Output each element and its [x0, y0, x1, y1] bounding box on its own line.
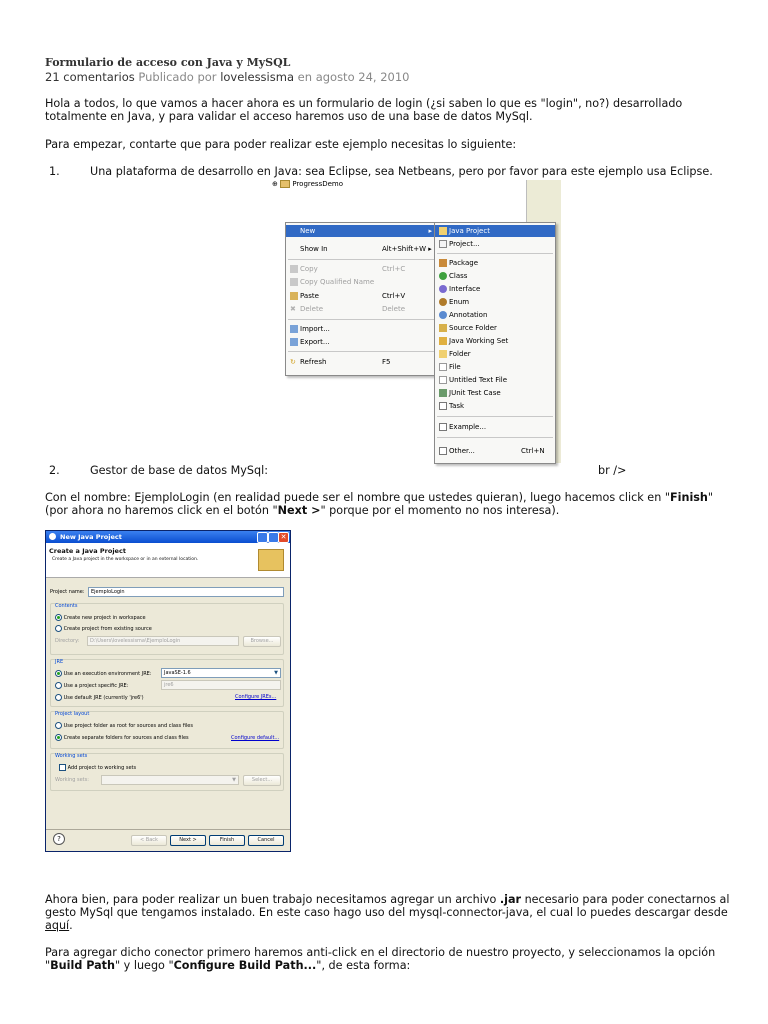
- menu-item-export[interactable]: Export...: [286, 336, 436, 348]
- date-prefix: en: [297, 70, 313, 84]
- file-icon: [439, 363, 447, 371]
- radio-off: [55, 722, 62, 729]
- contents-group: Contents Create new project in workspace Create project from existing source Directory: D:\Users\lovelessisma\EjemploLogin Browse...: [50, 603, 284, 655]
- radio-off: [55, 694, 62, 701]
- submenu-item[interactable]: Task: [435, 400, 555, 412]
- task-icon: [439, 402, 447, 410]
- submenu-item[interactable]: Java Working Set: [435, 335, 555, 347]
- submenu-item[interactable]: Class: [435, 270, 555, 282]
- submenu-item[interactable]: Package: [435, 257, 555, 269]
- menu-item-import[interactable]: Import...: [286, 323, 436, 335]
- post-date: agosto 24, 2010: [315, 70, 410, 84]
- source-folder-icon: [439, 324, 447, 332]
- tree-item[interactable]: [272, 180, 343, 188]
- package-icon: [439, 259, 447, 267]
- menu-separator: [437, 253, 553, 254]
- dialog-title: New Java Project: [60, 533, 122, 541]
- enum-icon: [439, 298, 447, 306]
- jre-group: JRE Use an execution environment JRE: JavaSE-1.6 ▼ Use a project specific JRE: jre6 Use default JRE (currently 'jre6') Configure JREs...: [50, 659, 284, 707]
- example-icon: [439, 423, 447, 431]
- dialog-header: [46, 543, 290, 578]
- new-java-project-dialog: [45, 530, 291, 852]
- interface-icon: [439, 285, 447, 293]
- build-path-paragraph: Para agregar dicho conector primero haremos anti-click en el directorio de nuestro proyecto, y seleccionamos la opción "Build Path" y luego "Configure Build Path...", de esta forma:: [45, 946, 716, 972]
- author-link[interactable]: lovelessisma: [220, 70, 294, 84]
- project-name-paragraph: Con el nombre: EjemploLogin (en realidad puede ser el nombre que ustedes quieran), luego hacemos click en "Finish" (por ahora no haremos click en el botón "Next >" porque por el momento no nos interesa).: [45, 491, 714, 517]
- help-icon[interactable]: ?: [53, 833, 65, 845]
- wizard-folder-icon: [258, 549, 284, 571]
- configure-default-link[interactable]: Configure default...: [231, 735, 280, 741]
- list-number: 2.: [49, 464, 60, 477]
- menu-item-new[interactable]: New ▸: [286, 225, 436, 237]
- text-file-icon: [439, 376, 447, 384]
- submenu-item[interactable]: Source Folder: [435, 322, 555, 334]
- project-folder-icon: [280, 180, 290, 188]
- checkbox: [59, 764, 66, 771]
- menu-separator: [288, 351, 434, 352]
- submenu-item[interactable]: Project...: [435, 238, 555, 250]
- directory-label: Directory:: [55, 638, 80, 644]
- dialog-subheading: Create a Java project in the workspace or in an external location.: [52, 557, 199, 562]
- option-exec-env[interactable]: Use an execution environment JRE:: [55, 670, 152, 677]
- menu-item-refresh[interactable]: ↻ Refresh F5: [290, 358, 391, 366]
- new-submenu: [434, 222, 556, 464]
- option-root-layout[interactable]: Use project folder as root for sources and class files: [55, 722, 193, 729]
- working-sets-select[interactable]: [101, 775, 239, 785]
- copy-icon: [290, 265, 298, 273]
- exec-env-select[interactable]: JavaSE-1.6 ▼: [161, 668, 281, 678]
- menu-separator: [288, 259, 434, 260]
- eclipse-icon: [49, 533, 56, 540]
- post-title[interactable]: Formulario de acceso con Java y MySQL: [45, 56, 291, 69]
- option-specific-jre[interactable]: Use a project specific JRE:: [55, 682, 128, 689]
- option-existing-source[interactable]: Create project from existing source: [55, 625, 152, 632]
- close-icon[interactable]: ✕: [278, 532, 289, 543]
- submenu-arrow-icon: ▸: [428, 227, 432, 235]
- expand-icon: ⊕: [272, 180, 278, 188]
- finish-button[interactable]: Finish: [209, 835, 245, 846]
- next-button[interactable]: Next >: [170, 835, 206, 846]
- submenu-item[interactable]: File: [435, 361, 555, 373]
- chevron-down-icon: ▼: [274, 670, 278, 676]
- working-sets-label: Working sets:: [55, 777, 89, 783]
- menu-item-show-in[interactable]: Show In Alt+Shift+W ▸: [300, 245, 432, 253]
- copy-qualified-icon: [290, 278, 298, 286]
- project-name-input[interactable]: EjemploLogin: [88, 587, 284, 597]
- class-icon: [439, 272, 447, 280]
- stray-markup-text: br />: [598, 464, 627, 477]
- footer-divider: [46, 829, 290, 830]
- dialog-heading: Create a Java Project: [49, 547, 126, 555]
- tree-item-label: ProgressDemo: [292, 180, 344, 188]
- browse-button[interactable]: Browse...: [243, 636, 281, 647]
- comments-link[interactable]: 21 comentarios: [45, 70, 135, 84]
- refresh-icon: ↻: [290, 358, 296, 366]
- option-default-jre[interactable]: Use default JRE (currently 'jre6'): [55, 694, 144, 701]
- menu-item-copy-qualified-name[interactable]: Copy Qualified Name: [286, 276, 436, 288]
- radio-on: [55, 614, 62, 621]
- list-number: 1.: [49, 165, 60, 178]
- chevron-down-icon: ▼: [232, 777, 236, 783]
- working-sets-group: Working sets Add project to working sets Working sets: ▼ Select...: [50, 753, 284, 791]
- java-project-icon: [439, 227, 447, 235]
- submenu-item[interactable]: JUnit Test Case: [435, 387, 555, 399]
- paste-icon: [290, 292, 298, 300]
- submenu-item[interactable]: Interface: [435, 283, 555, 295]
- dialog-titlebar: [46, 531, 290, 543]
- menu-separator: [437, 437, 553, 438]
- menu-item-delete[interactable]: ✖ Delete Delete: [290, 305, 405, 313]
- submenu-item[interactable]: Folder: [435, 348, 555, 360]
- menu-item-copy[interactable]: Copy Ctrl+C: [286, 263, 436, 275]
- project-name-label: Project name:: [50, 589, 85, 595]
- other-icon: [439, 447, 447, 455]
- menu-separator: [288, 319, 434, 320]
- option-separate-folders[interactable]: Create separate folders for sources and class files: [55, 734, 189, 741]
- jar-paragraph: Ahora bien, para poder realizar un buen trabajo necesitamos agregar un archivo .jar necesario para poder conectarnos al gesto MySql que tengamos instalado. En este caso hago uso del mysql-connector-java, el cual lo puedes descargar desde aquí.: [45, 893, 730, 932]
- junit-icon: [439, 389, 447, 397]
- submenu-item[interactable]: Java Project: [435, 225, 555, 237]
- specific-jre-select[interactable]: jre6: [161, 680, 281, 690]
- context-menu: [285, 222, 437, 376]
- submenu-item[interactable]: Example...: [435, 421, 555, 433]
- project-icon: [439, 240, 447, 248]
- published-by: Publicado por: [138, 70, 217, 84]
- post-meta: [45, 70, 409, 84]
- delete-icon: ✖: [290, 305, 296, 313]
- back-button[interactable]: < Back: [131, 835, 167, 846]
- radio-off: [55, 682, 62, 689]
- menu-item-paste[interactable]: Paste Ctrl+V: [286, 290, 436, 302]
- working-set-icon: [439, 337, 447, 345]
- import-icon: [290, 325, 298, 333]
- menu-separator: [437, 416, 553, 417]
- radio-on: [55, 734, 62, 741]
- annotation-icon: [439, 311, 447, 319]
- layout-group: Project layout Use project folder as root for sources and class files Create separate folders for sources and class files Configure default...: [50, 711, 284, 749]
- submenu-item[interactable]: Annotation: [435, 309, 555, 321]
- add-working-set-checkbox[interactable]: Add project to working sets: [59, 764, 136, 771]
- submenu-item[interactable]: Other... Ctrl+N: [435, 445, 555, 457]
- list-text: Gestor de base de datos MySql:: [90, 464, 269, 477]
- option-new-project[interactable]: Create new project in workspace: [55, 614, 146, 621]
- submenu-item[interactable]: Untitled Text File: [435, 374, 555, 386]
- configure-jres-link[interactable]: Configure JREs...: [235, 694, 277, 700]
- export-icon: [290, 338, 298, 346]
- directory-input[interactable]: D:\Users\lovelessisma\EjemploLogin: [87, 636, 239, 646]
- cancel-button[interactable]: Cancel: [248, 835, 284, 846]
- select-button[interactable]: Select...: [243, 775, 281, 786]
- minimize-button[interactable]: [257, 532, 268, 543]
- start-paragraph: Para empezar, contarte que para poder realizar este ejemplo necesitas lo siguiente:: [45, 138, 517, 151]
- folder-icon: [439, 350, 447, 358]
- list-text: Una plataforma de desarrollo en Java: sea Eclipse, sea Netbeans, pero por favor para este ejemplo usa Eclipse.: [90, 165, 713, 178]
- eclipse-menu-screenshot: [272, 178, 560, 463]
- submenu-item[interactable]: Enum: [435, 296, 555, 308]
- radio-on: [55, 670, 62, 677]
- radio-off: [55, 625, 62, 632]
- download-link[interactable]: aquí: [45, 919, 70, 932]
- intro-paragraph: Hola a todos, lo que vamos a hacer ahora es un formulario de login (¿si saben lo que es "login", no?) desarrollado totalmente en Java, y para validar el acceso haremos uso de una base de datos MySql.: [45, 97, 683, 123]
